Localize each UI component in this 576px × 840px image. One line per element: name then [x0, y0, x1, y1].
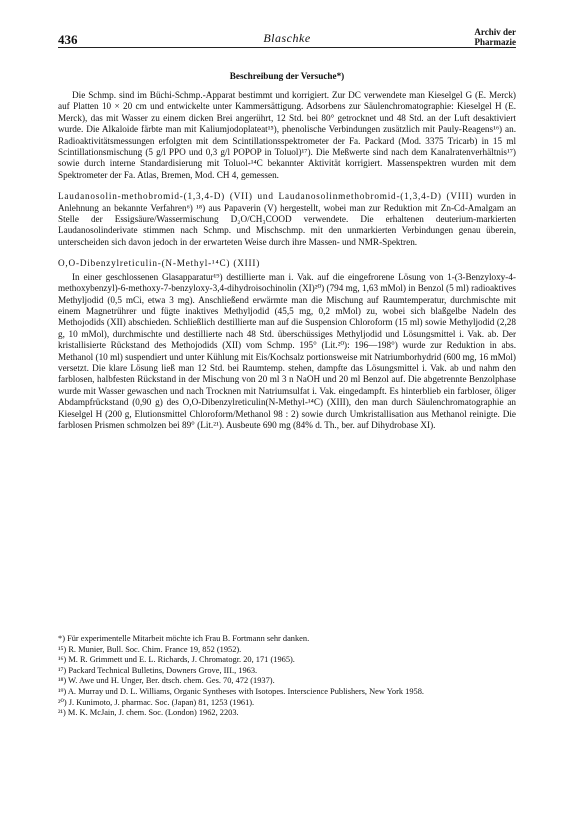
footnote: ¹⁶) M. R. Grimmett und E. L. Richards, J. Chromatogr. 20, 171 (1965). [58, 655, 295, 665]
journal-line-2: Pharmazie [474, 37, 516, 47]
footnote: ²¹) M. K. McJain, J. chem. Soc. (London) 1962, 2203. [58, 708, 239, 718]
footnote: ¹⁸) W. Awe und H. Unger, Ber. dtsch. chem. Ges. 70, 472 (1937). [58, 676, 275, 686]
header-rule [58, 47, 516, 48]
section-dibenzylreticulin-heading: O,O-Dibenzylreticulin-(N-Methyl-¹⁴C) (XIII) [58, 258, 261, 269]
footnote: ²⁰) J. Kunimoto, J. pharmac. Soc. (Japan) 81, 1253 (1961). [58, 697, 255, 707]
footnote: ¹⁵) R. Munier, Bull. Soc. Chim. France 19, 852 (1952). [58, 644, 242, 654]
section-dibenzylreticulin-text: In einer geschlossenen Glasapparatur¹⁹) destillierte man i. Vak. auf die eingefrorene Lösung von 1-(3-Benzyloxy-4-methoxybenzyl)-6-methoxy-7-benzyloxy-3,4-dihydroisochinolin (XI)²⁰) (794 mg, 1,63 mMol) in Benzol (5 ml) radioaktives Methyljodid (0,5 mCi, etwa 3 mg). Anschließend erwärmte man die Mischung auf Raumtemperatur, durchmischte mit einem Magnetrührer und fügte inaktives Methyljodid (45,5 mg, 0,2 mMol) zu, wobei sich blaßgelbe Nadeln des Methojodids (XII) abschieden. Schließlich destillierte man auf die Suspension Chloroform (15 ml) sowie Methyljodid (2,28 g, 10 mMol), durchmischte und destillierte nach 48 Std. überschüssiges Methyljodid und Lösungsmittel i. Vak. ab. Der kristallisierte Rückstand des Methojodids (XII) vom Schmp. 195° (Lit.²⁰): 196—198°) wurde zur Reduktion in abs. Methanol (10 ml) suspendiert und unter Kühlung mit Eis/Kochsalz portionsweise mit Natriumborhydrid (600 mg, 16 mMol) versetzt. Die klare Lösung ließ man 12 Std. bei Raumtemp. stehen, dampfte das Lösungsmittel i. Vak. ab und nahm den farblosen, halbfesten Rückstand in der Mischung von 20 ml 3 n NaOH und 20 ml Benzol auf. Die abgetrennte Benzolphase wurde mit Wasser gewaschen und nach Trocknen mit Natriumsulfat i. Vak. eingedampft. Es hinterblieb ein farbloser, öliger Abdampfrückstand (0,90 g) des O,O-Dibenzylreticulin(N-Methyl-¹⁴C) (XIII), den man durch Säulenchromatographie an Kieselgel H (200 g, Elutionsmittel Chloroform/Methanol 98 : 2) sowie durch Umkristallisation aus Methanol reinigte. Die farblosen Prismen schmolzen bei 89° (Lit.²¹). Ausbeute 690 mg (84% d. Th., ber. auf Dihydrobase XI). [58, 271, 516, 430]
intro-paragraph: Die Schmp. sind im Büchi-Schmp.-Apparat bestimmt und korrigiert. Zur DC verwendete man Kieselgel G (E. Merck) auf Platten 10 × 20 cm und entwickelte unter Kammersättigung. Adsorbens zur Säulenchromatographie: Kieselgel H (E. Merck), das mit Wasser zu einem dicken Brei angerührt, 12 Std. bei 80° getrocknet und 48 Std. an der Luft desaktiviert wurde. Die Alkaloide färbte man mit Kaliumjodoplatеat¹⁵), phenolische Verbindungen zusätzlich mit Pauly-Reagens¹⁶) an. Radioaktivitätsmessungen erfolgten mit dem Scintillationsspektrometer der Fa. Packard (Mod. 3375 Tricarb) in 15 ml Scintillationsmischung (5 g/l PPO und 0,3 g/l POPOP in Toluol)¹⁷). Die Meßwerte sind nach dem Kanalratenverhältnis¹⁷) sowie durch interne Standardisierung mit Toluol-¹⁴C bekannter Aktivität korrigiert. Massenspektren wurden mit dem Spektrometer der Fa. Atlas, Bremen, Mod. CH 4, gemessen. [58, 90, 516, 180]
running-header [58, 0, 516, 47]
page [58, 0, 516, 431]
footnote: ¹⁹) A. Murray und D. L. Williams, Organic Syntheses with Isotopes. Interscience Publishers, New York 1958. [58, 686, 425, 696]
journal-name [474, 27, 516, 47]
footnotes [58, 634, 516, 719]
footnote: *) Für experimentelle Mitarbeit möchte ich Frau B. Fortmann sehr danken. [58, 634, 310, 643]
running-author: Blaschke [263, 31, 311, 45]
section-title: Beschreibung der Versuche*) [229, 71, 345, 81]
journal-line-1: Archiv der [474, 27, 516, 37]
section-laudanosolin [58, 191, 516, 248]
footnote: ¹⁷) Packard Technical Bulletins, Downers Grove, III., 1963. [58, 665, 258, 675]
section-laudanosolin-text: wurden in Anlehnung an bekannte Verfahren⁶) ¹⁸) aus Papaverin (V) hergestellt, wobei man zur Reduktion mit Zn-Cd-Amalgam an Stelle der Essigsäure/Wassermischung D₂O/CH₃COOD verwendete. Die erhaltenen deuterium-markierten Laudanosolinderivate stimmen nach Schmp. und Mischschmp. mit den unmarkierten Verbindungen genau überein, unterscheiden sich davon jedoch in der erwarteten Weise durch ihre Massen- und NMR-Spektren. [58, 191, 516, 247]
section-laudanosolin-heading-a: Laudanosolin-methobromid-(1,3,4-D) (VII) und [58, 191, 279, 202]
page-number: 436 [58, 32, 78, 47]
section-laudanosolin-heading-b: Laudanosolinmethobromid-(1,3,4-D) (VIII) [278, 191, 474, 202]
